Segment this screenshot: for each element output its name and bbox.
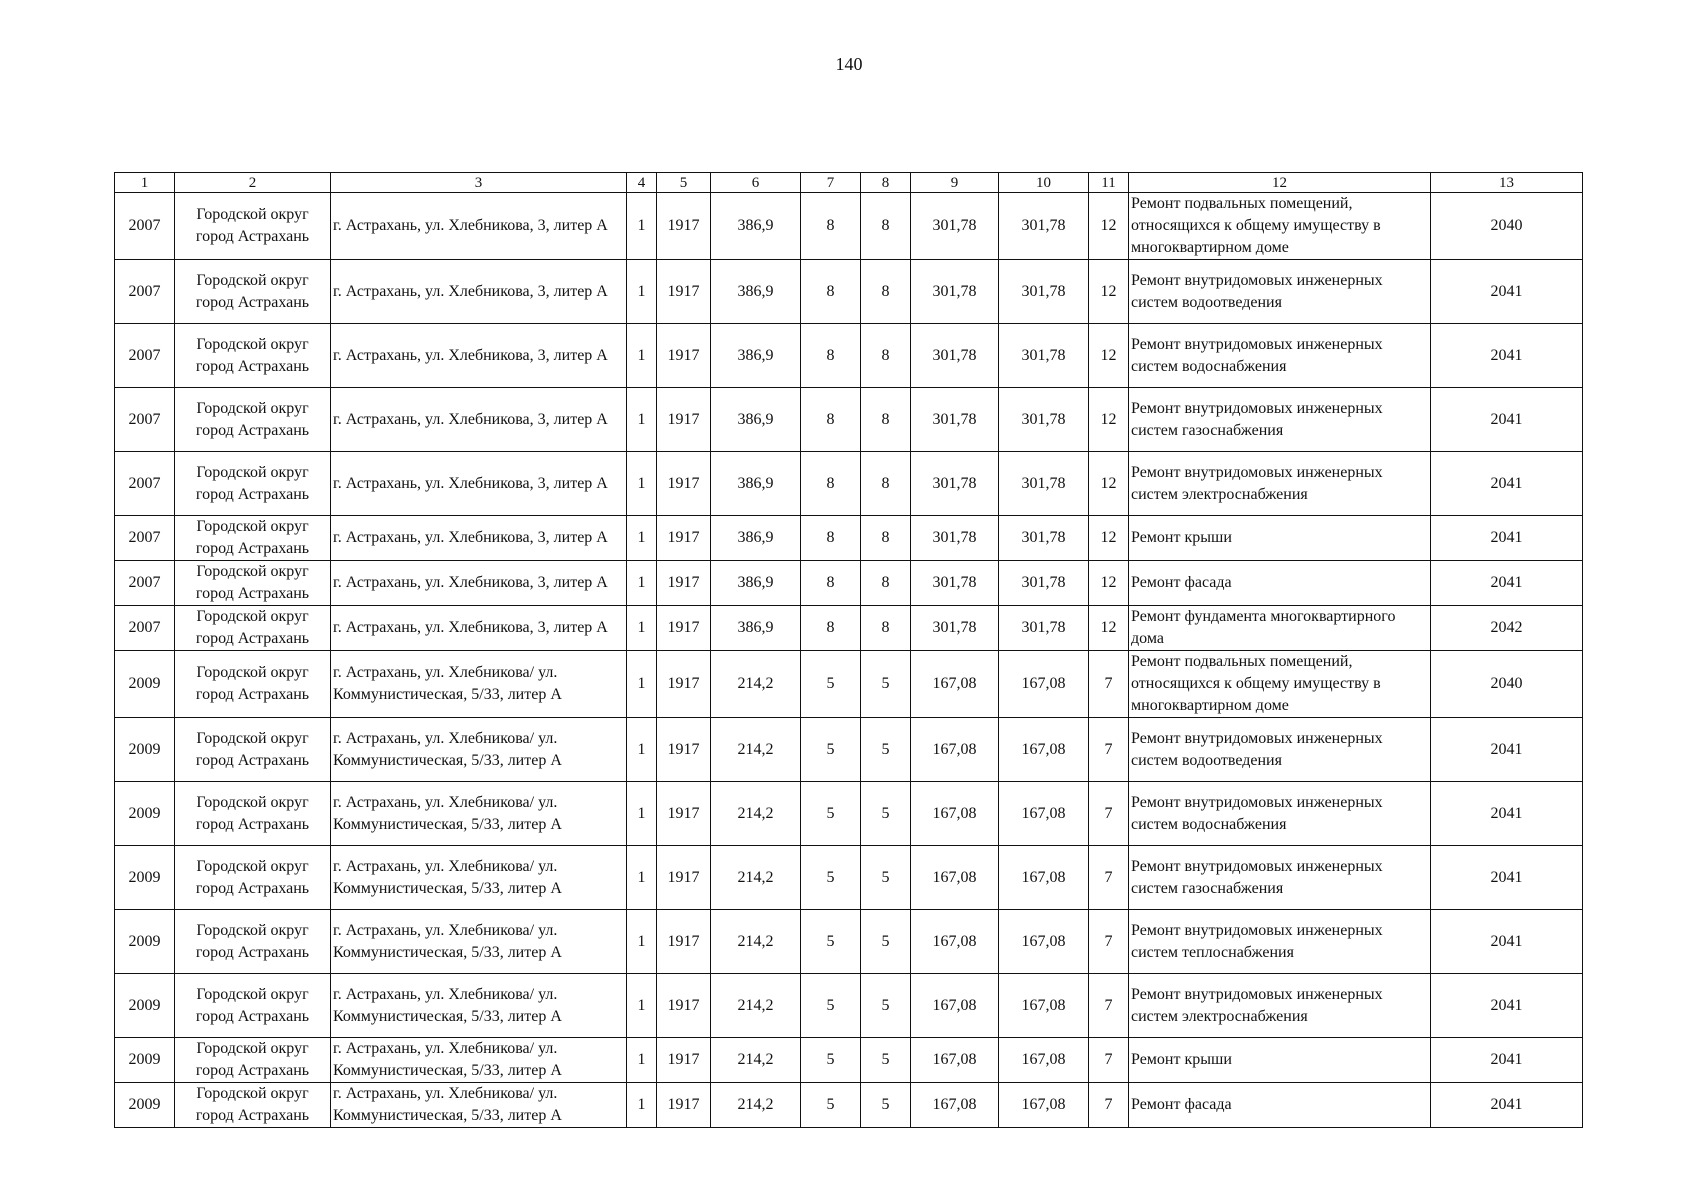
cell-municipality: Городской округ город Астрахань [175, 1038, 331, 1083]
cell-col10: 167,08 [999, 782, 1089, 846]
cell-period: 2041 [1431, 1083, 1583, 1128]
cell-work-type: Ремонт внутридомовых инженерных систем газоснабжения [1129, 846, 1431, 910]
register-table [114, 172, 1583, 1128]
cell-year: 2009 [115, 782, 175, 846]
cell-year: 2007 [115, 516, 175, 561]
table-row [115, 260, 1583, 324]
cell-col11: 7 [1089, 974, 1129, 1038]
cell-area: 386,9 [711, 193, 801, 260]
cell-col5: 1917 [657, 782, 711, 846]
cell-address: г. Астрахань, ул. Хлебникова/ ул. Коммунистическая, 5/33, литер А [331, 846, 627, 910]
cell-col10: 301,78 [999, 324, 1089, 388]
cell-col11: 7 [1089, 651, 1129, 718]
cell-area: 386,9 [711, 561, 801, 606]
cell-col7: 5 [801, 1038, 861, 1083]
cell-period: 2041 [1431, 388, 1583, 452]
cell-col11: 12 [1089, 388, 1129, 452]
cell-period: 2042 [1431, 606, 1583, 651]
cell-period: 2041 [1431, 1038, 1583, 1083]
cell-municipality: Городской округ город Астрахань [175, 718, 331, 782]
page-number: 140 [835, 54, 863, 74]
cell-year: 2009 [115, 1083, 175, 1128]
cell-col7: 5 [801, 974, 861, 1038]
cell-col4: 1 [627, 1038, 657, 1083]
cell-col5: 1917 [657, 910, 711, 974]
cell-work-type: Ремонт подвальных помещений, относящихся к общему имуществу в многоквартирном доме [1129, 193, 1431, 260]
cell-municipality: Городской округ город Астрахань [175, 388, 331, 452]
cell-period: 2041 [1431, 718, 1583, 782]
cell-area: 214,2 [711, 651, 801, 718]
cell-col10: 167,08 [999, 846, 1089, 910]
cell-col8: 5 [861, 651, 911, 718]
table-row [115, 324, 1583, 388]
cell-work-type: Ремонт крыши [1129, 1038, 1431, 1083]
cell-col9: 301,78 [911, 388, 999, 452]
cell-municipality: Городской округ город Астрахань [175, 782, 331, 846]
cell-col5: 1917 [657, 452, 711, 516]
table-row [115, 974, 1583, 1038]
cell-period: 2041 [1431, 324, 1583, 388]
cell-col4: 1 [627, 974, 657, 1038]
cell-year: 2007 [115, 606, 175, 651]
cell-col8: 5 [861, 1083, 911, 1128]
cell-period: 2041 [1431, 910, 1583, 974]
cell-area: 214,2 [711, 910, 801, 974]
cell-col11: 12 [1089, 193, 1129, 260]
cell-area: 386,9 [711, 452, 801, 516]
cell-col10: 167,08 [999, 1083, 1089, 1128]
cell-area: 214,2 [711, 1038, 801, 1083]
cell-col9: 301,78 [911, 193, 999, 260]
cell-work-type: Ремонт внутридомовых инженерных систем электроснабжения [1129, 452, 1431, 516]
cell-col4: 1 [627, 561, 657, 606]
cell-col7: 8 [801, 324, 861, 388]
table-row [115, 388, 1583, 452]
column-header: 6 [711, 173, 801, 193]
cell-year: 2009 [115, 1038, 175, 1083]
table-row [115, 846, 1583, 910]
cell-col4: 1 [627, 846, 657, 910]
cell-address: г. Астрахань, ул. Хлебникова/ ул. Коммунистическая, 5/33, литер А [331, 1083, 627, 1128]
cell-work-type: Ремонт внутридомовых инженерных систем электроснабжения [1129, 974, 1431, 1038]
cell-address: г. Астрахань, ул. Хлебникова, 3, литер А [331, 324, 627, 388]
cell-col5: 1917 [657, 260, 711, 324]
cell-col7: 8 [801, 260, 861, 324]
cell-col10: 301,78 [999, 193, 1089, 260]
cell-area: 386,9 [711, 260, 801, 324]
table-body [115, 193, 1583, 1128]
cell-period: 2041 [1431, 974, 1583, 1038]
cell-year: 2007 [115, 193, 175, 260]
cell-col8: 5 [861, 910, 911, 974]
cell-address: г. Астрахань, ул. Хлебникова/ ул. Коммунистическая, 5/33, литер А [331, 651, 627, 718]
cell-year: 2009 [115, 910, 175, 974]
cell-municipality: Городской округ город Астрахань [175, 452, 331, 516]
cell-col4: 1 [627, 193, 657, 260]
cell-col4: 1 [627, 1083, 657, 1128]
cell-col9: 167,08 [911, 718, 999, 782]
cell-area: 386,9 [711, 324, 801, 388]
cell-year: 2009 [115, 846, 175, 910]
cell-col7: 5 [801, 718, 861, 782]
cell-address: г. Астрахань, ул. Хлебникова/ ул. Коммунистическая, 5/33, литер А [331, 782, 627, 846]
cell-col5: 1917 [657, 846, 711, 910]
cell-municipality: Городской округ город Астрахань [175, 561, 331, 606]
cell-col9: 301,78 [911, 324, 999, 388]
cell-col7: 5 [801, 846, 861, 910]
cell-col8: 8 [861, 324, 911, 388]
cell-col9: 167,08 [911, 1083, 999, 1128]
cell-col8: 5 [861, 782, 911, 846]
cell-year: 2007 [115, 452, 175, 516]
column-header: 12 [1129, 173, 1431, 193]
cell-col11: 12 [1089, 260, 1129, 324]
cell-col9: 301,78 [911, 452, 999, 516]
cell-municipality: Городской округ город Астрахань [175, 260, 331, 324]
cell-municipality: Городской округ город Астрахань [175, 516, 331, 561]
cell-area: 214,2 [711, 782, 801, 846]
column-header: 5 [657, 173, 711, 193]
table-row [115, 606, 1583, 651]
cell-col8: 5 [861, 1038, 911, 1083]
cell-area: 214,2 [711, 846, 801, 910]
column-header: 4 [627, 173, 657, 193]
cell-col8: 8 [861, 193, 911, 260]
cell-period: 2041 [1431, 782, 1583, 846]
table-row [115, 452, 1583, 516]
cell-col9: 301,78 [911, 260, 999, 324]
cell-col7: 8 [801, 606, 861, 651]
cell-col7: 8 [801, 516, 861, 561]
cell-address: г. Астрахань, ул. Хлебникова, 3, литер А [331, 260, 627, 324]
cell-col8: 8 [861, 388, 911, 452]
cell-period: 2041 [1431, 452, 1583, 516]
cell-col10: 167,08 [999, 910, 1089, 974]
cell-year: 2007 [115, 260, 175, 324]
cell-address: г. Астрахань, ул. Хлебникова, 3, литер А [331, 606, 627, 651]
cell-col11: 12 [1089, 516, 1129, 561]
cell-address: г. Астрахань, ул. Хлебникова/ ул. Коммунистическая, 5/33, литер А [331, 718, 627, 782]
cell-col8: 8 [861, 260, 911, 324]
cell-work-type: Ремонт внутридомовых инженерных систем водоснабжения [1129, 324, 1431, 388]
cell-col7: 5 [801, 910, 861, 974]
cell-col5: 1917 [657, 718, 711, 782]
cell-period: 2040 [1431, 651, 1583, 718]
cell-municipality: Городской округ город Астрахань [175, 606, 331, 651]
column-header: 9 [911, 173, 999, 193]
cell-col5: 1917 [657, 606, 711, 651]
cell-col4: 1 [627, 782, 657, 846]
cell-col5: 1917 [657, 324, 711, 388]
cell-col4: 1 [627, 324, 657, 388]
cell-period: 2041 [1431, 516, 1583, 561]
cell-col5: 1917 [657, 1038, 711, 1083]
cell-col7: 8 [801, 561, 861, 606]
cell-municipality: Городской округ город Астрахань [175, 1083, 331, 1128]
cell-col9: 301,78 [911, 516, 999, 561]
cell-work-type: Ремонт фундамента многоквартирного дома [1129, 606, 1431, 651]
cell-work-type: Ремонт внутридомовых инженерных систем водоснабжения [1129, 782, 1431, 846]
cell-address: г. Астрахань, ул. Хлебникова, 3, литер А [331, 388, 627, 452]
cell-area: 386,9 [711, 516, 801, 561]
cell-area: 214,2 [711, 974, 801, 1038]
cell-year: 2009 [115, 974, 175, 1038]
cell-col10: 167,08 [999, 1038, 1089, 1083]
cell-col9: 167,08 [911, 651, 999, 718]
cell-col9: 167,08 [911, 910, 999, 974]
cell-col8: 5 [861, 718, 911, 782]
cell-year: 2009 [115, 651, 175, 718]
cell-col10: 167,08 [999, 718, 1089, 782]
cell-col8: 8 [861, 452, 911, 516]
cell-col4: 1 [627, 910, 657, 974]
cell-period: 2041 [1431, 260, 1583, 324]
cell-col10: 301,78 [999, 260, 1089, 324]
cell-work-type: Ремонт крыши [1129, 516, 1431, 561]
cell-col9: 167,08 [911, 974, 999, 1038]
cell-address: г. Астрахань, ул. Хлебникова, 3, литер А [331, 516, 627, 561]
table-row [115, 516, 1583, 561]
cell-work-type: Ремонт фасада [1129, 561, 1431, 606]
cell-year: 2007 [115, 388, 175, 452]
cell-year: 2009 [115, 718, 175, 782]
cell-year: 2007 [115, 561, 175, 606]
column-header: 3 [331, 173, 627, 193]
table-row [115, 651, 1583, 718]
cell-col4: 1 [627, 718, 657, 782]
cell-col9: 167,08 [911, 1038, 999, 1083]
cell-municipality: Городской округ город Астрахань [175, 974, 331, 1038]
cell-work-type: Ремонт внутридомовых инженерных систем теплоснабжения [1129, 910, 1431, 974]
cell-col7: 5 [801, 1083, 861, 1128]
cell-col5: 1917 [657, 561, 711, 606]
cell-work-type: Ремонт подвальных помещений, относящихся к общему имуществу в многоквартирном доме [1129, 651, 1431, 718]
cell-col8: 5 [861, 974, 911, 1038]
cell-work-type: Ремонт внутридомовых инженерных систем водоотведения [1129, 260, 1431, 324]
cell-area: 214,2 [711, 718, 801, 782]
cell-col9: 301,78 [911, 561, 999, 606]
cell-address: г. Астрахань, ул. Хлебникова/ ул. Коммунистическая, 5/33, литер А [331, 1038, 627, 1083]
table-row [115, 1038, 1583, 1083]
cell-col11: 12 [1089, 606, 1129, 651]
cell-municipality: Городской округ город Астрахань [175, 193, 331, 260]
table-row [115, 193, 1583, 260]
cell-col11: 7 [1089, 846, 1129, 910]
cell-period: 2040 [1431, 193, 1583, 260]
column-header: 2 [175, 173, 331, 193]
cell-municipality: Городской округ город Астрахань [175, 651, 331, 718]
cell-work-type: Ремонт внутридомовых инженерных систем газоснабжения [1129, 388, 1431, 452]
cell-address: г. Астрахань, ул. Хлебникова, 3, литер А [331, 193, 627, 260]
cell-year: 2007 [115, 324, 175, 388]
cell-col7: 8 [801, 388, 861, 452]
cell-col5: 1917 [657, 651, 711, 718]
table-row [115, 910, 1583, 974]
cell-col10: 301,78 [999, 516, 1089, 561]
column-header: 11 [1089, 173, 1129, 193]
cell-col7: 8 [801, 452, 861, 516]
cell-col11: 12 [1089, 452, 1129, 516]
cell-area: 386,9 [711, 606, 801, 651]
cell-address: г. Астрахань, ул. Хлебникова, 3, литер А [331, 561, 627, 606]
cell-col9: 167,08 [911, 782, 999, 846]
cell-address: г. Астрахань, ул. Хлебникова, 3, литер А [331, 452, 627, 516]
cell-municipality: Городской округ город Астрахань [175, 910, 331, 974]
cell-col10: 167,08 [999, 974, 1089, 1038]
column-header: 7 [801, 173, 861, 193]
cell-address: г. Астрахань, ул. Хлебникова/ ул. Коммунистическая, 5/33, литер А [331, 974, 627, 1038]
column-header: 1 [115, 173, 175, 193]
cell-period: 2041 [1431, 561, 1583, 606]
cell-col11: 7 [1089, 910, 1129, 974]
cell-col8: 5 [861, 846, 911, 910]
column-header: 13 [1431, 173, 1583, 193]
table-row [115, 782, 1583, 846]
cell-col5: 1917 [657, 388, 711, 452]
cell-col9: 167,08 [911, 846, 999, 910]
table-row [115, 718, 1583, 782]
cell-col5: 1917 [657, 516, 711, 561]
cell-col5: 1917 [657, 193, 711, 260]
cell-col4: 1 [627, 651, 657, 718]
cell-col11: 7 [1089, 782, 1129, 846]
cell-col5: 1917 [657, 1083, 711, 1128]
cell-col4: 1 [627, 452, 657, 516]
cell-col8: 8 [861, 606, 911, 651]
cell-col11: 7 [1089, 1038, 1129, 1083]
column-header: 10 [999, 173, 1089, 193]
cell-col7: 5 [801, 651, 861, 718]
cell-col8: 8 [861, 561, 911, 606]
cell-col11: 7 [1089, 718, 1129, 782]
cell-col4: 1 [627, 606, 657, 651]
cell-area: 214,2 [711, 1083, 801, 1128]
cell-work-type: Ремонт фасада [1129, 1083, 1431, 1128]
cell-col4: 1 [627, 260, 657, 324]
cell-col10: 301,78 [999, 452, 1089, 516]
cell-period: 2041 [1431, 846, 1583, 910]
cell-col10: 301,78 [999, 606, 1089, 651]
header-row [115, 173, 1583, 193]
cell-col10: 167,08 [999, 651, 1089, 718]
cell-col7: 8 [801, 193, 861, 260]
cell-col8: 8 [861, 516, 911, 561]
cell-col11: 7 [1089, 1083, 1129, 1128]
cell-col11: 12 [1089, 324, 1129, 388]
cell-col4: 1 [627, 388, 657, 452]
table-row [115, 561, 1583, 606]
table-row [115, 1083, 1583, 1128]
cell-col10: 301,78 [999, 388, 1089, 452]
cell-col9: 301,78 [911, 606, 999, 651]
cell-municipality: Городской округ город Астрахань [175, 324, 331, 388]
cell-col4: 1 [627, 516, 657, 561]
cell-municipality: Городской округ город Астрахань [175, 846, 331, 910]
column-header: 8 [861, 173, 911, 193]
cell-col5: 1917 [657, 974, 711, 1038]
cell-col10: 301,78 [999, 561, 1089, 606]
cell-work-type: Ремонт внутридомовых инженерных систем водоотведения [1129, 718, 1431, 782]
cell-area: 386,9 [711, 388, 801, 452]
cell-address: г. Астрахань, ул. Хлебникова/ ул. Коммунистическая, 5/33, литер А [331, 910, 627, 974]
cell-col7: 5 [801, 782, 861, 846]
cell-col11: 12 [1089, 561, 1129, 606]
